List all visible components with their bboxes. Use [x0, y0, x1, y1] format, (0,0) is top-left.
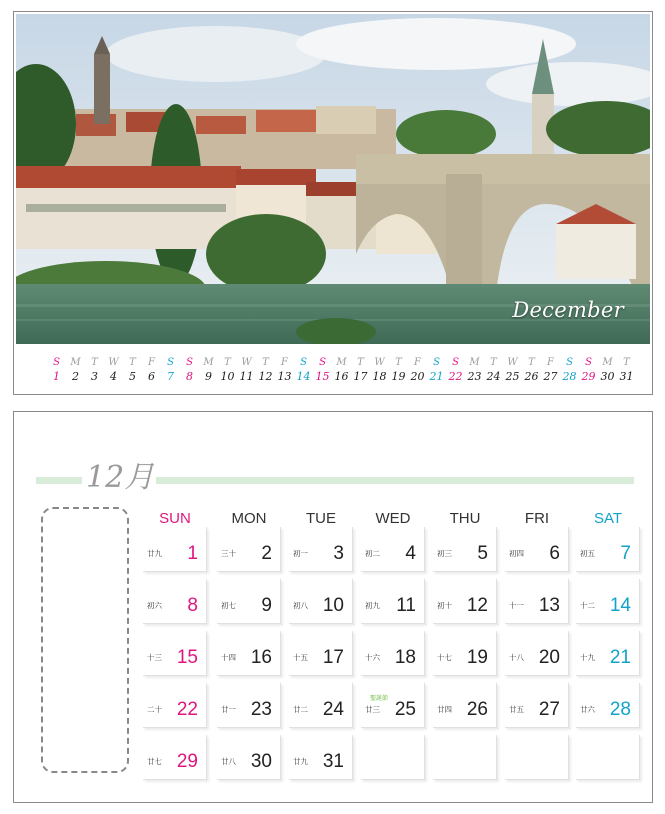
day-number: 5	[477, 543, 488, 564]
strip-day-number: 29	[581, 370, 596, 383]
day-number: 8	[187, 595, 198, 616]
day-number: 29	[176, 751, 198, 772]
lunar-date: 初七	[221, 601, 236, 610]
strip-day	[561, 357, 578, 385]
day-cell[interactable]	[143, 527, 207, 572]
strip-day-letter: T	[490, 357, 497, 368]
weekday-header: SAT	[593, 510, 623, 527]
lunar-date: 廿六	[580, 705, 595, 714]
strip-day	[542, 357, 559, 385]
day-cell[interactable]	[576, 527, 640, 572]
strip-day	[86, 357, 103, 385]
strip-day-number: 28	[562, 370, 577, 383]
strip-day	[618, 357, 635, 385]
lunar-date: 十四	[221, 653, 236, 662]
strip-day-number: 15	[315, 370, 330, 383]
day-cell[interactable]	[143, 579, 207, 624]
day-number: 3	[333, 543, 344, 564]
strip-day-letter: F	[547, 357, 554, 368]
strip-day-letter: T	[623, 357, 630, 368]
strip-day	[200, 357, 217, 385]
strip-day	[485, 357, 502, 385]
strip-day	[523, 357, 540, 385]
strip-day-number: 21	[429, 370, 444, 383]
day-cell[interactable]	[289, 527, 353, 572]
weekday-header: TUE	[306, 510, 336, 527]
day-number: 11	[396, 595, 416, 616]
day-number: 19	[466, 647, 488, 668]
strip-day	[390, 357, 407, 385]
month-title: 12月	[86, 460, 155, 495]
day-cell[interactable]	[505, 631, 569, 676]
strip-day	[333, 357, 350, 385]
lunar-date: 十二	[580, 601, 595, 610]
weekday-header: MON	[231, 510, 267, 527]
empty-cell	[505, 735, 569, 780]
weekday-header: FRI	[524, 510, 550, 527]
day-cell[interactable]	[361, 579, 425, 624]
strip-day	[371, 357, 388, 385]
strip-day	[466, 357, 483, 385]
lunar-date: 十九	[580, 653, 595, 662]
day-cell[interactable]	[433, 683, 497, 728]
lunar-date: 初五	[580, 549, 595, 558]
day-cell[interactable]	[433, 631, 497, 676]
city-bridge-photo	[16, 14, 650, 344]
day-number: 20	[538, 647, 560, 668]
strip-day-number: 27	[543, 370, 558, 383]
day-number: 16	[250, 647, 272, 668]
strip-day-letter: T	[129, 357, 136, 368]
strip-day-number: 11	[239, 370, 254, 383]
strip-day-letter: T	[262, 357, 269, 368]
lunar-date: 十五	[293, 653, 308, 662]
title-band-right	[156, 477, 634, 484]
lunar-date: 初二	[365, 549, 380, 558]
strip-day	[447, 357, 464, 385]
notes-box[interactable]	[41, 507, 129, 773]
lunar-date: 初一	[293, 549, 308, 558]
lunar-date: 十八	[509, 653, 524, 662]
strip-day-letter: W	[241, 357, 252, 368]
lunar-date: 初十	[437, 601, 452, 610]
day-cell[interactable]	[361, 683, 425, 728]
day-cell[interactable]	[217, 683, 281, 728]
day-cell[interactable]	[143, 735, 207, 780]
empty-cell	[361, 735, 425, 780]
day-number: 24	[322, 699, 344, 720]
lunar-date: 廿七	[147, 757, 162, 766]
lunar-date: 廿八	[221, 757, 236, 766]
strip-day-number: 1	[53, 370, 60, 383]
strip-day-number: 30	[600, 370, 615, 383]
strip-day	[48, 357, 65, 385]
strip-day-letter: M	[602, 357, 613, 368]
strip-day-number: 18	[372, 370, 387, 383]
strip-day-letter: F	[414, 357, 421, 368]
day-cell[interactable]	[217, 527, 281, 572]
strip-day-letter: M	[203, 357, 214, 368]
strip-day-letter: S	[433, 357, 440, 368]
lunar-date: 初九	[365, 601, 380, 610]
strip-day	[124, 357, 141, 385]
lunar-date: 十三	[147, 653, 162, 662]
strip-day-number: 12	[258, 370, 273, 383]
empty-cell	[576, 735, 640, 780]
strip-day	[314, 357, 331, 385]
weekday-header: THU	[449, 510, 481, 527]
strip-day-number: 10	[220, 370, 235, 383]
strip-day-letter: T	[528, 357, 535, 368]
day-number: 10	[322, 595, 344, 616]
strip-day-letter: F	[148, 357, 155, 368]
day-number: 9	[261, 595, 272, 616]
lunar-date: 二十	[147, 705, 162, 714]
strip-day-number: 23	[467, 370, 482, 383]
strip-day-letter: M	[70, 357, 81, 368]
strip-day-number: 6	[148, 370, 155, 383]
strip-day-number: 19	[391, 370, 406, 383]
day-cell[interactable]	[217, 631, 281, 676]
strip-day	[162, 357, 179, 385]
strip-day-letter: S	[319, 357, 326, 368]
day-cell[interactable]	[217, 735, 281, 780]
strip-day-number: 24	[486, 370, 501, 383]
strip-day-number: 14	[296, 370, 311, 383]
day-number: 6	[549, 543, 560, 564]
mini-month-strip	[48, 357, 638, 387]
strip-day-letter: M	[469, 357, 480, 368]
day-number: 21	[609, 647, 631, 668]
strip-day-letter: W	[374, 357, 385, 368]
strip-day-letter: T	[224, 357, 231, 368]
day-cell[interactable]	[143, 631, 207, 676]
lunar-date: 廿三	[365, 705, 380, 714]
bottom-panel	[13, 411, 653, 803]
strip-day-number: 26	[524, 370, 539, 383]
lunar-date: 廿四	[437, 705, 452, 714]
strip-day	[428, 357, 445, 385]
weekday-header: WED	[375, 510, 411, 527]
strip-day	[599, 357, 616, 385]
strip-day-number: 9	[205, 370, 212, 383]
strip-day	[238, 357, 255, 385]
lunar-date: 廿九	[147, 549, 162, 558]
strip-day	[219, 357, 236, 385]
lunar-date: 初四	[509, 549, 524, 558]
day-cell[interactable]	[361, 631, 425, 676]
strip-day-letter: S	[186, 357, 193, 368]
empty-cell	[433, 735, 497, 780]
title-band-left	[36, 477, 82, 484]
strip-day	[580, 357, 597, 385]
day-cell[interactable]	[505, 527, 569, 572]
lunar-date: 初八	[293, 601, 308, 610]
lunar-date: 初三	[437, 549, 452, 558]
strip-day	[67, 357, 84, 385]
day-number: 1	[187, 543, 198, 564]
day-cell[interactable]	[576, 631, 640, 676]
day-number: 31	[322, 751, 344, 772]
day-number: 22	[176, 699, 198, 720]
lunar-date: 廿二	[293, 705, 308, 714]
day-number: 14	[609, 595, 631, 616]
strip-day-letter: S	[585, 357, 592, 368]
day-cell[interactable]	[289, 735, 353, 780]
strip-day-letter: W	[507, 357, 518, 368]
lunar-date: 廿五	[509, 705, 524, 714]
strip-day-number: 3	[91, 370, 98, 383]
strip-day-letter: S	[53, 357, 60, 368]
strip-day	[276, 357, 293, 385]
day-number: 4	[405, 543, 416, 564]
strip-day-letter: W	[108, 357, 119, 368]
strip-day-letter: S	[167, 357, 174, 368]
strip-day-letter: S	[300, 357, 307, 368]
strip-day	[409, 357, 426, 385]
day-number: 28	[609, 699, 631, 720]
day-number: 12	[466, 595, 488, 616]
day-cell[interactable]	[433, 579, 497, 624]
lunar-date: 三十	[221, 549, 236, 558]
photo-month-caption: December	[512, 298, 624, 322]
strip-day-letter: T	[91, 357, 98, 368]
day-number: 26	[466, 699, 488, 720]
strip-day-number: 2	[72, 370, 79, 383]
day-number: 13	[538, 595, 560, 616]
day-cell[interactable]	[433, 527, 497, 572]
strip-day-letter: F	[281, 357, 288, 368]
lunar-date: 十七	[437, 653, 452, 662]
strip-day	[181, 357, 198, 385]
strip-day-number: 22	[448, 370, 463, 383]
day-cell[interactable]	[505, 683, 569, 728]
strip-day-number: 4	[110, 370, 117, 383]
day-number: 17	[322, 647, 344, 668]
lunar-date: 初六	[147, 601, 162, 610]
day-number: 7	[620, 543, 631, 564]
month-title-band	[36, 458, 634, 498]
weekday-header: SUN	[159, 510, 191, 527]
strip-day-number: 7	[167, 370, 174, 383]
day-cell[interactable]	[143, 683, 207, 728]
lunar-date: 十六	[365, 653, 380, 662]
strip-day-letter: S	[452, 357, 459, 368]
strip-day	[504, 357, 521, 385]
strip-day-number: 16	[334, 370, 349, 383]
strip-day	[295, 357, 312, 385]
strip-day-number: 20	[410, 370, 425, 383]
day-cell[interactable]	[361, 527, 425, 572]
day-number: 25	[394, 699, 416, 720]
day-cell[interactable]	[289, 683, 353, 728]
strip-day-number: 31	[619, 370, 634, 383]
day-cell[interactable]	[217, 579, 281, 624]
day-cell[interactable]	[576, 683, 640, 728]
strip-day-number: 17	[353, 370, 368, 383]
lunar-date: 廿九	[293, 757, 308, 766]
day-cell[interactable]	[289, 579, 353, 624]
day-number: 18	[394, 647, 416, 668]
strip-day	[105, 357, 122, 385]
day-cell[interactable]	[289, 631, 353, 676]
strip-day-letter: M	[336, 357, 347, 368]
strip-day	[143, 357, 160, 385]
solar-term-label: 聖誕節	[370, 695, 389, 702]
day-number: 15	[176, 647, 198, 668]
top-panel	[13, 11, 653, 395]
strip-day-number: 13	[277, 370, 292, 383]
strip-day-number: 5	[129, 370, 136, 383]
strip-day-letter: T	[357, 357, 364, 368]
strip-day	[257, 357, 274, 385]
strip-day	[352, 357, 369, 385]
day-cell[interactable]	[505, 579, 569, 624]
lunar-date: 十一	[509, 601, 524, 610]
lunar-date: 廿一	[221, 705, 236, 714]
day-number: 27	[538, 699, 560, 720]
strip-day-number: 25	[505, 370, 520, 383]
day-number: 2	[261, 543, 272, 564]
day-number: 30	[250, 751, 272, 772]
day-cell[interactable]	[576, 579, 640, 624]
strip-day-number: 8	[186, 370, 193, 383]
day-number: 23	[250, 699, 272, 720]
strip-day-letter: S	[566, 357, 573, 368]
strip-day-letter: T	[395, 357, 402, 368]
